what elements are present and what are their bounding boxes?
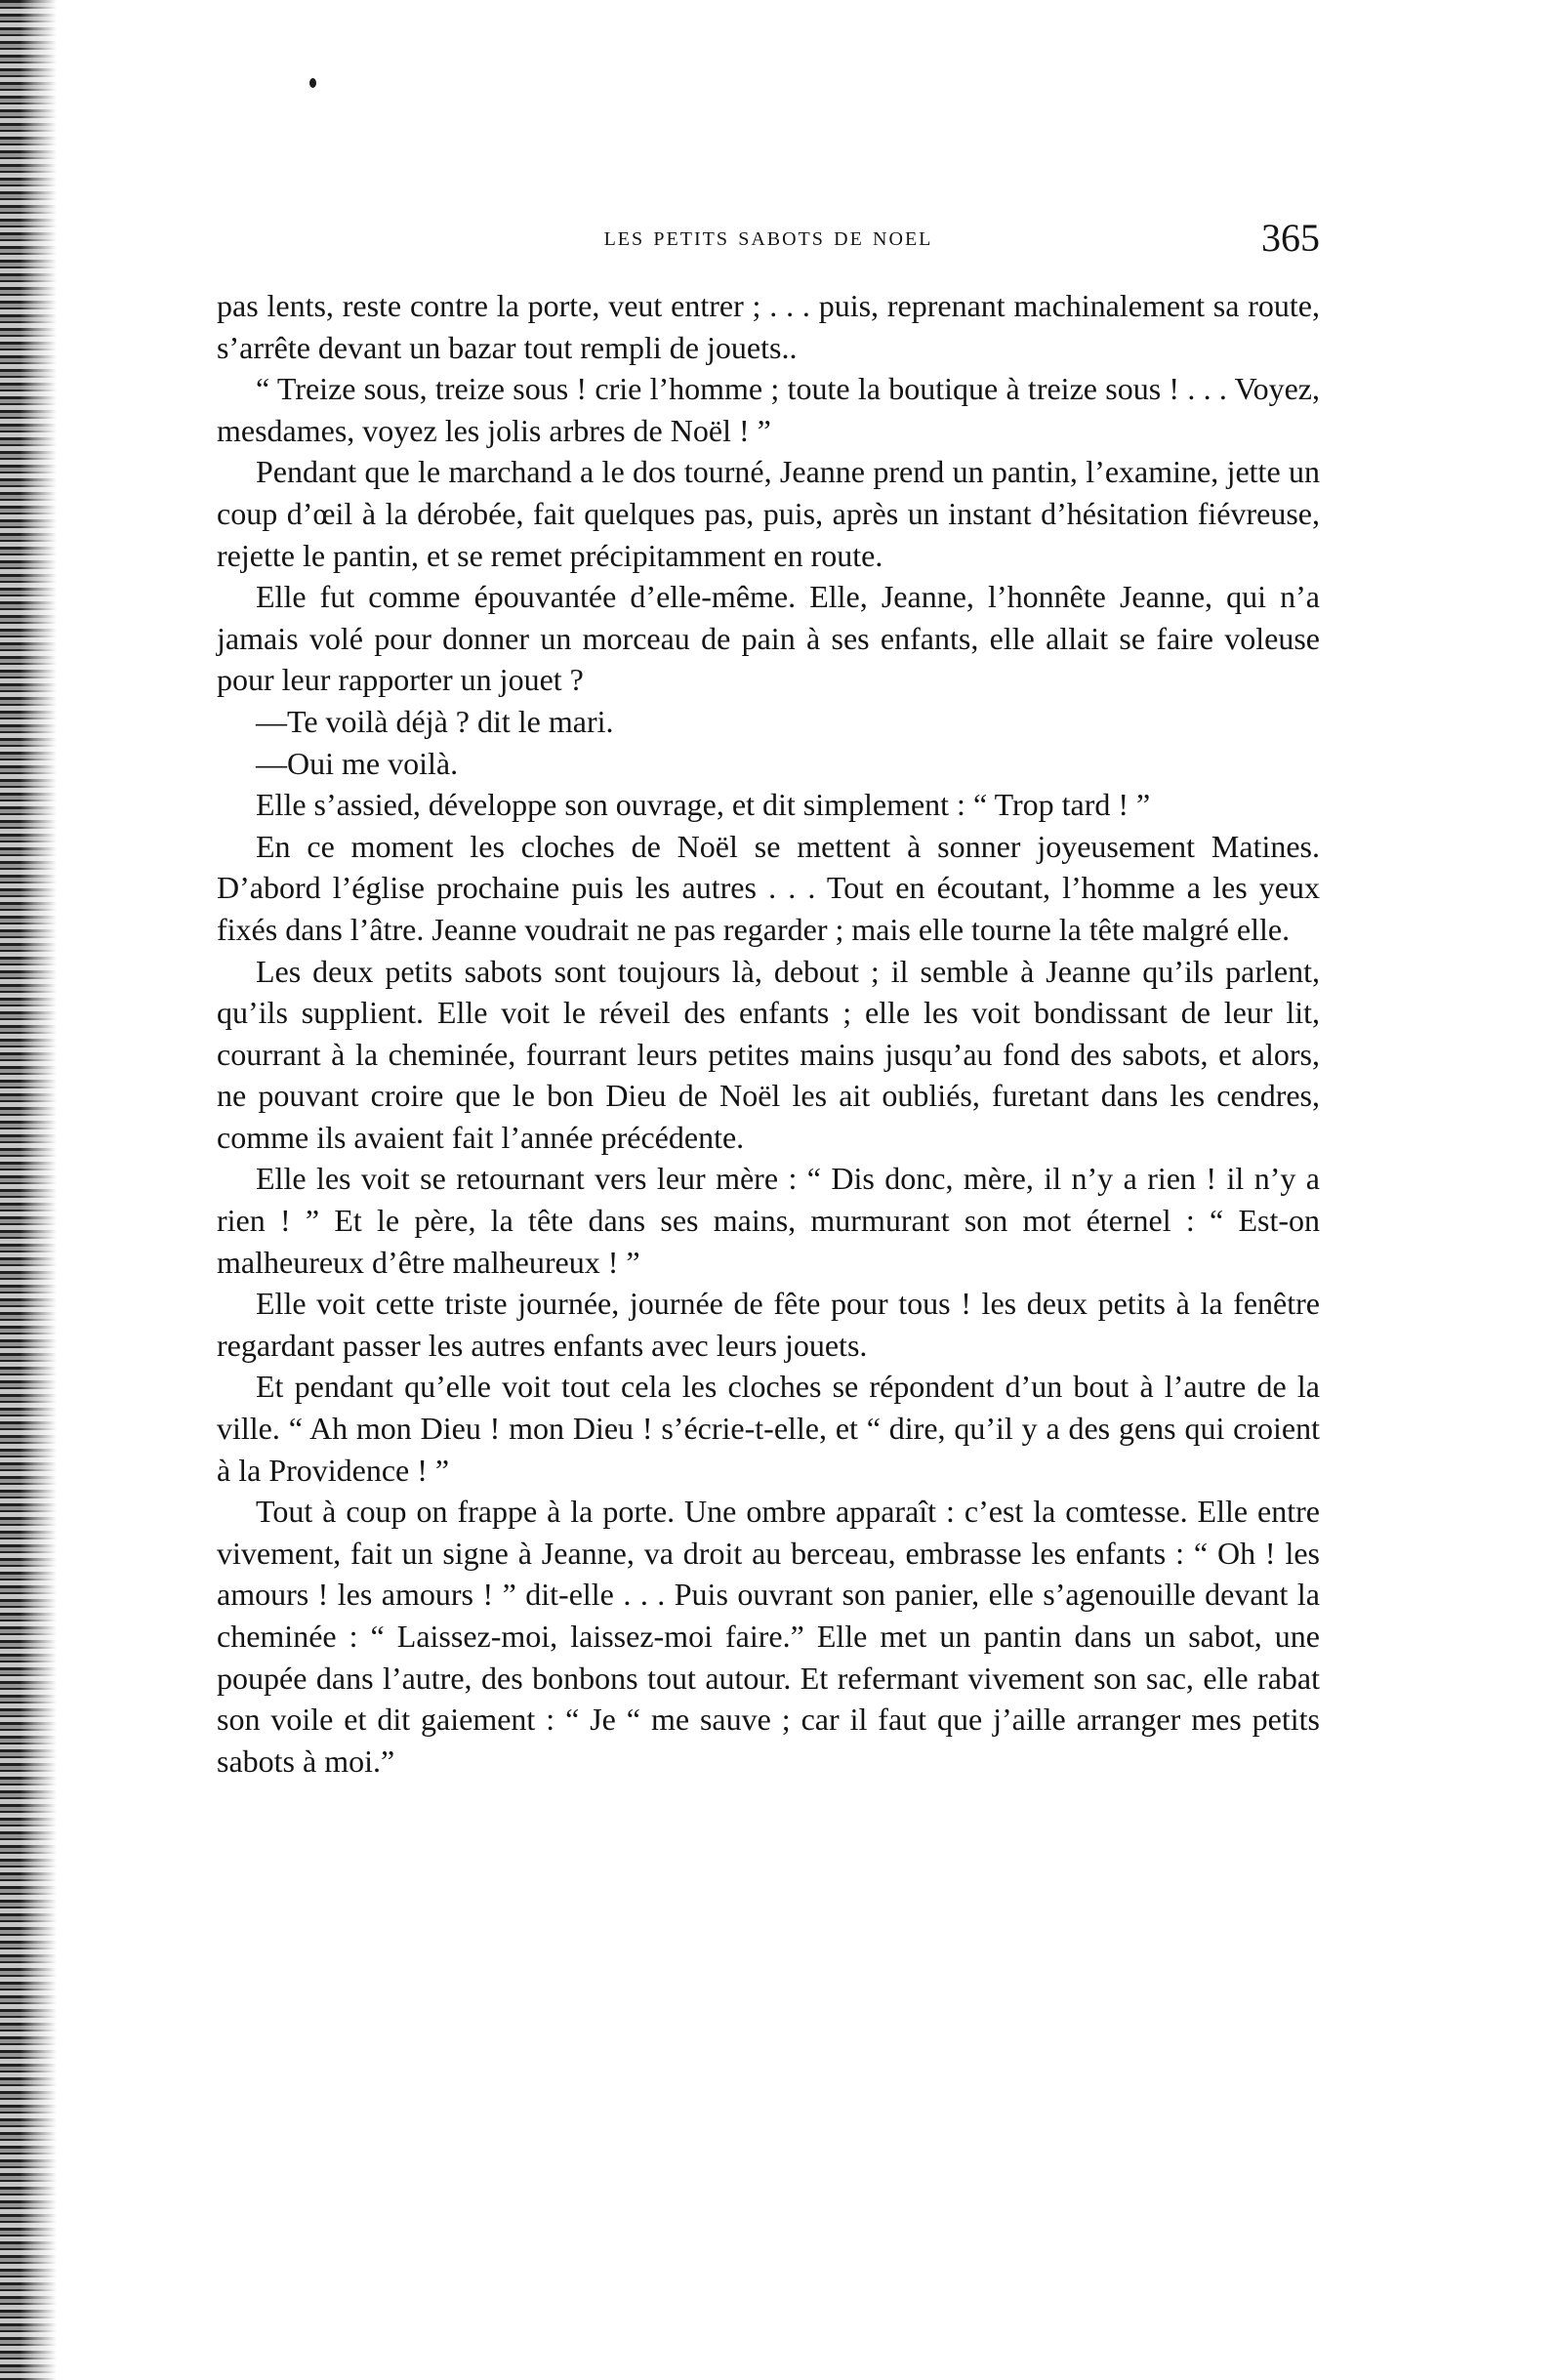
paragraph: Pendant que le marchand a le dos tourné, Jeanne prend un pantin, l’examine, jette un coup d’œil à la dérobée, fait quelques pas, puis, après un instant d’hésitation fiévreuse, rejette le pantin, et se remet précipitamment en route. <box>217 454 1320 573</box>
paragraph: Elle s’assied, développe son ouvrage, et dit simplement : “ Trop tard ! ” <box>256 787 1151 823</box>
paragraph: Les deux petits sabots sont toujours là, debout ; il semble à Jeanne qu’ils parlent, qu’ils supplient. Elle voit le réveil des enfants ; elle les voit bondissant de leur lit, courrant à la cheminée, fourrant leurs petites mains jusqu’au fond des sabots, et alors, ne pouvant croire que le bon Dieu de Noël les ait oubliés, furetant dans les cendres, comme ils avaient fait l’année précédente. <box>217 953 1320 1155</box>
book-binding-edge <box>0 0 57 2380</box>
paragraph: —Te voilà déjà ? dit le mari. <box>256 703 614 739</box>
page-body <box>217 285 1320 1782</box>
ink-speck <box>309 78 316 88</box>
paragraph: Elle fut comme épouvantée d’elle-même. Elle, Jeanne, l’honnête Jeanne, qui n’a jamais volé pour donner un morceau de pain à ses enfants, elle allait se faire voleuse pour leur rapporter un jouet ? <box>217 579 1320 698</box>
paragraph: Et pendant qu’elle voit tout cela les cloches se répondent d’un bout à l’autre de la ville. “ Ah mon Dieu ! mon Dieu ! s’écrie-t-elle, et “ dire, qu’il y a des gens qui croient à la Providence ! ” <box>217 1369 1320 1488</box>
running-header <box>217 216 1320 264</box>
paragraph: —Oui me voilà. <box>256 745 459 781</box>
paragraph: “ Treize sous, treize sous ! crie l’homme ; toute la boutique à treize sous ! . . . Voyez, mesdames, voyez les jolis arbres de Noël ! ” <box>217 371 1320 448</box>
page-number: 365 <box>1261 216 1320 260</box>
paragraph: En ce moment les cloches de Noël se mettent à sonner joyeusement Matines. D’abord l’église prochaine puis les autres . . . Tout en écoutant, l’homme a les yeux fixés dans l’âtre. Jeanne voudrait ne pas regarder ; mais elle tourne la tête malgré elle. <box>217 828 1320 947</box>
paragraph: Elle les voit se retournant vers leur mère : “ Dis donc, mère, il n’y a rien ! il n’y a rien ! ” Et le père, la tête dans ses mains, murmurant son mot éternel : “ Est-on malheureux d’être malheureux ! ” <box>217 1161 1320 1280</box>
paragraph: pas lents, reste contre la porte, veut entrer ; . . . puis, reprenant machinalement sa route, s’arrête devant un bazar tout rempli de jouets.. <box>217 288 1320 365</box>
running-title: les petits sabots de noel <box>603 221 933 252</box>
paragraph: Elle voit cette triste journée, journée de fête pour tous ! les deux petits à la fenêtre regardant passer les autres enfants avec leurs jouets. <box>217 1286 1320 1363</box>
paragraph: Tout à coup on frappe à la porte. Une ombre apparaît : c’est la comtesse. Elle entre vivement, fait un signe à Jeanne, va droit au berceau, embrasse les enfants : “ Oh ! les amours ! les amours ! ” dit-elle . . . Puis ouvrant son panier, elle s’agenouille devant la cheminée : “ Laissez-moi, laissez-moi faire.” Elle met un pantin dans un sabot, une poupée dans l’autre, des bonbons tout autour. Et refermant vivement son sac, elle rabat son voile et dit gaiement : “ Je “ me sauve ; car il faut que j’aille arranger mes petits sabots à moi.” <box>217 1494 1320 1779</box>
